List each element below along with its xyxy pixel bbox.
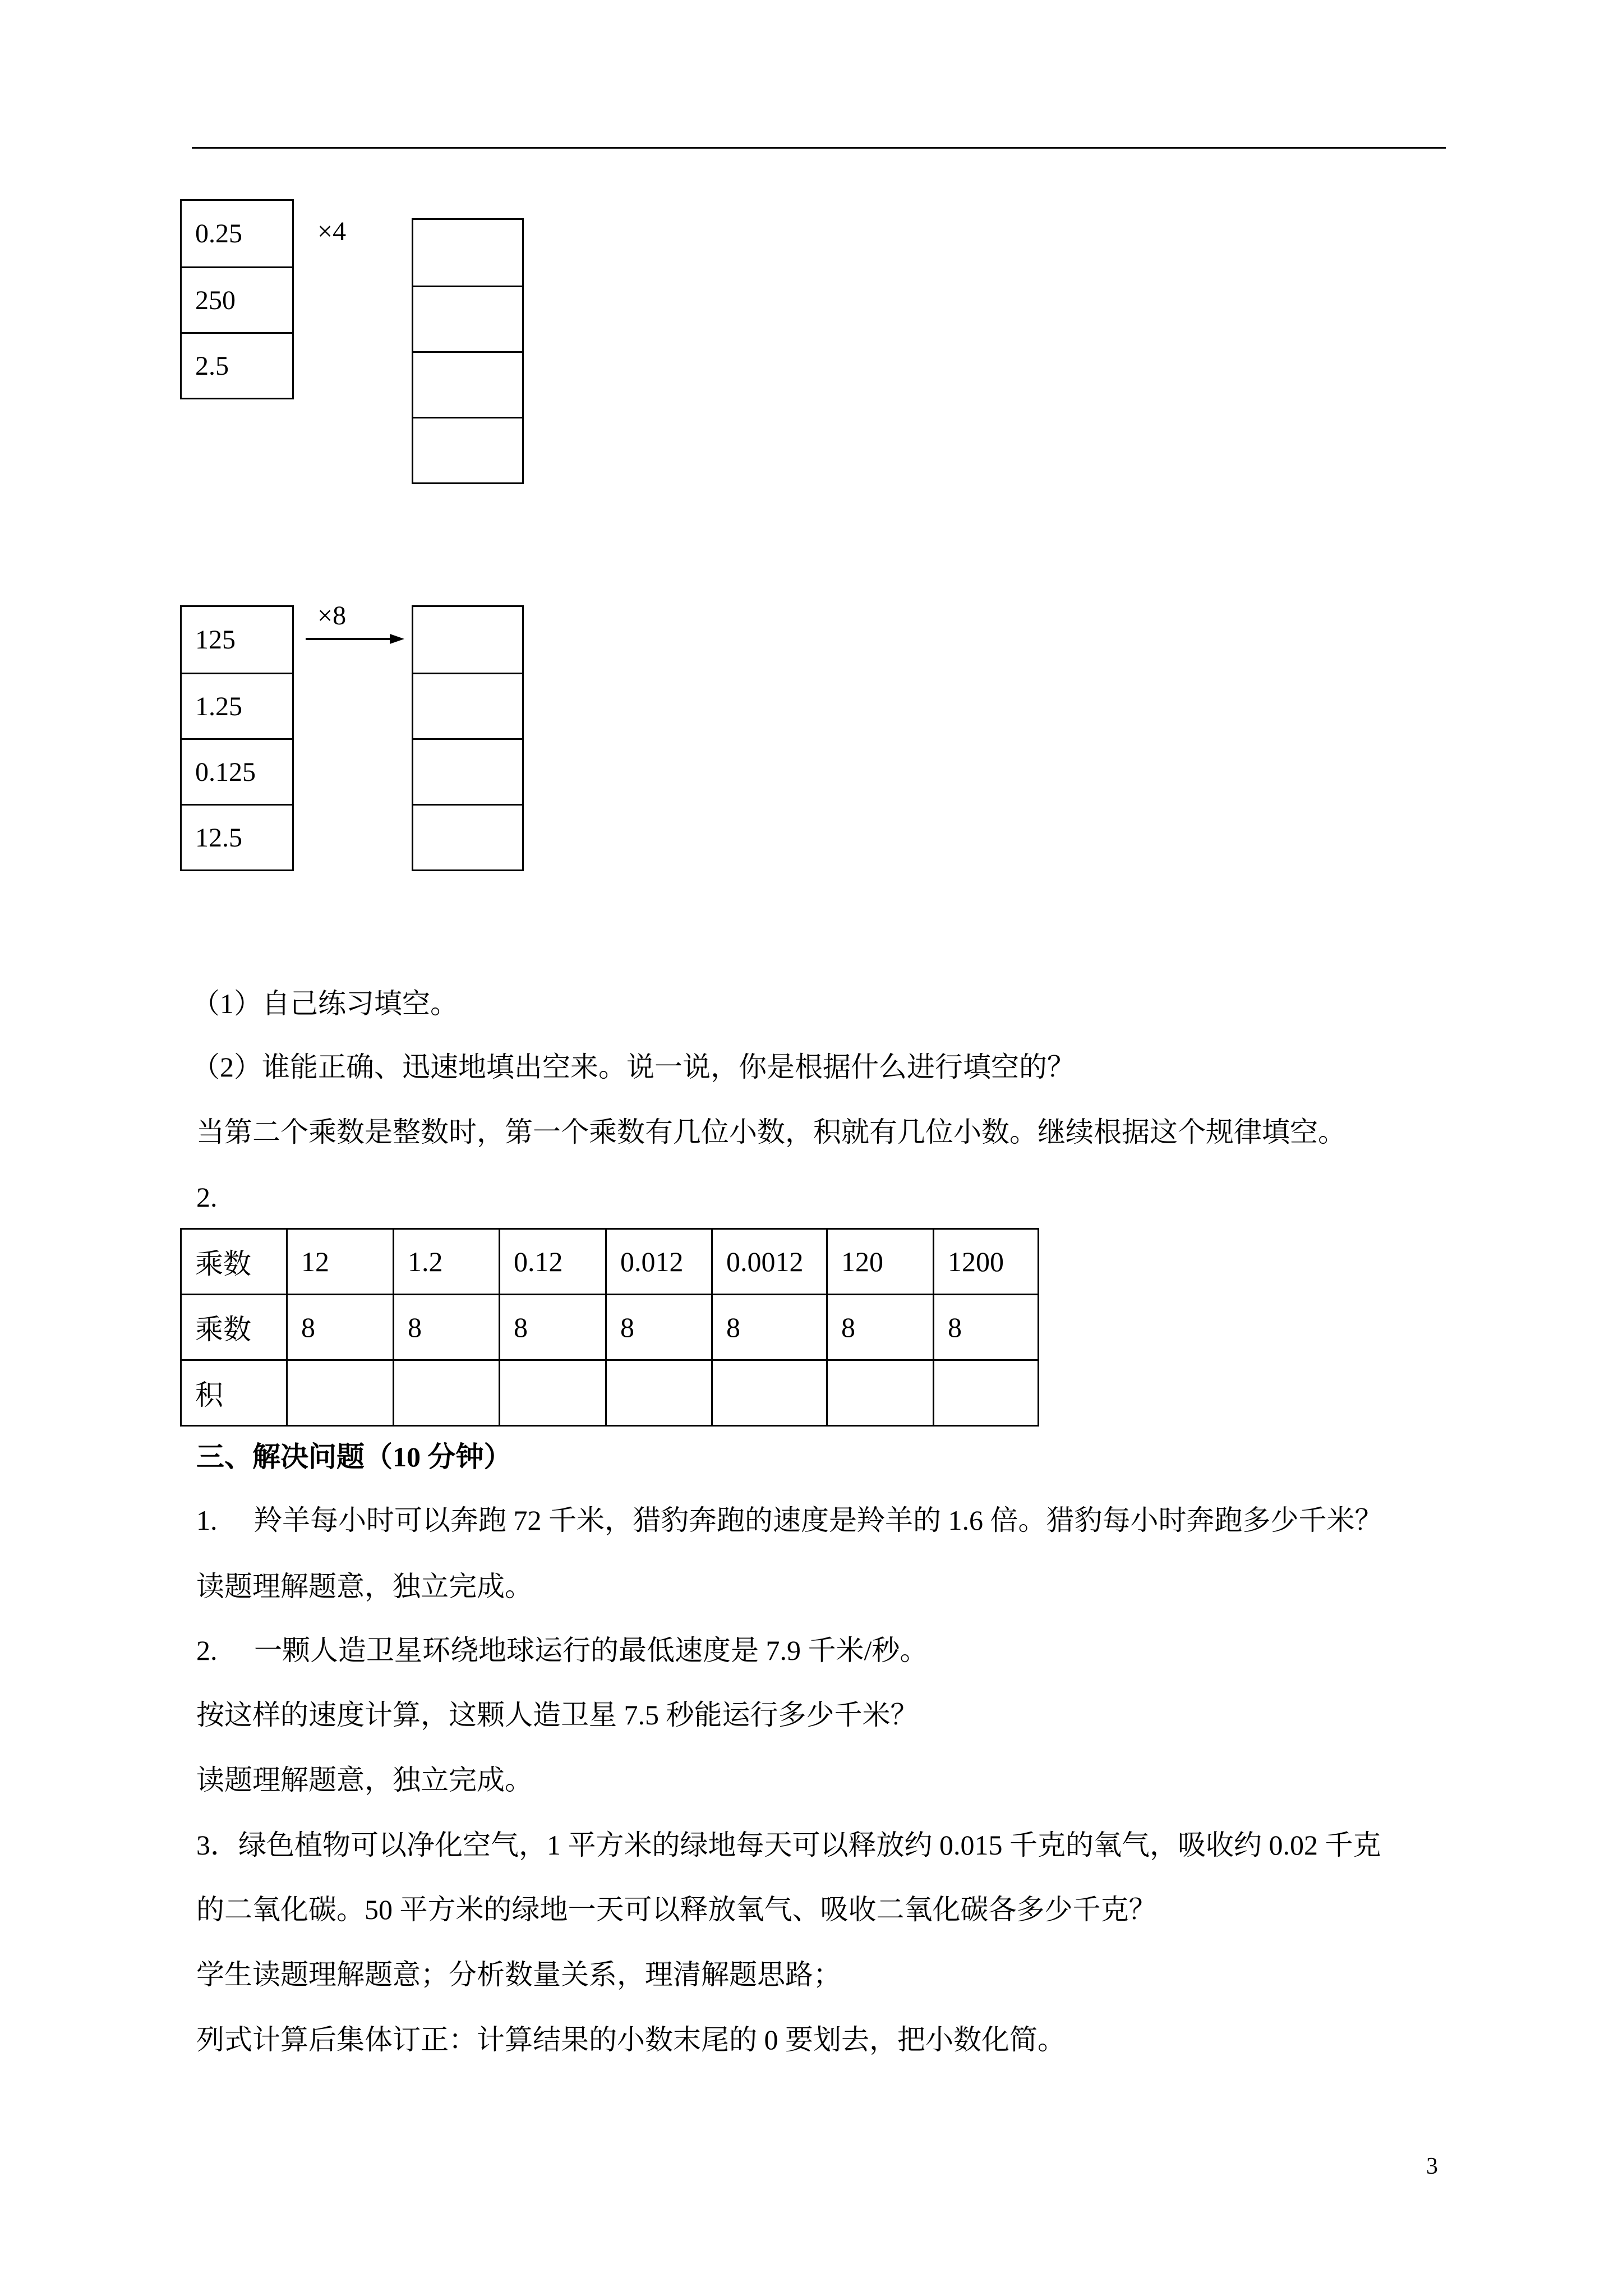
product-column-b xyxy=(412,605,524,871)
multiplicand-column-a xyxy=(180,199,294,399)
product-box xyxy=(413,417,522,482)
arrow-right-icon xyxy=(306,631,407,647)
problem-line xyxy=(196,1634,928,1667)
table-cell xyxy=(606,1360,712,1426)
table-cell: 8 xyxy=(287,1295,394,1360)
problem-line xyxy=(196,1828,1381,1862)
table-row xyxy=(181,1229,1039,1295)
product-box xyxy=(413,220,522,286)
multiplicand-cell: 250 xyxy=(182,266,292,332)
problem-text: 按这样的速度计算，这颗人造卫星 7.5 秒能运行多少千米？ xyxy=(196,1699,919,1731)
table-cell: 0.0012 xyxy=(712,1229,827,1295)
multiplicand-cell: 0.25 xyxy=(195,219,242,249)
multiplicand-cell: 2.5 xyxy=(182,332,292,398)
problem-number: 1. xyxy=(196,1504,218,1536)
product-box xyxy=(413,351,522,417)
product-box xyxy=(413,286,522,351)
question-label: 2. xyxy=(196,1181,218,1213)
problem-number: 2. xyxy=(196,1635,218,1666)
problem-number: 3． xyxy=(196,1829,238,1861)
problem-text: 的二氧化碳。50 平方米的绿地一天可以释放氧气、吸收二氧化碳各多少千克？ xyxy=(196,1894,1157,1925)
operator-label-b: ×8 xyxy=(317,601,347,631)
table-cell: 8 xyxy=(606,1295,712,1360)
multiplicand-cell: 12.5 xyxy=(182,804,292,869)
instruction-line: （2）谁能正确、迅速地填出空来。说一说，你是根据什么进行填空的？ xyxy=(192,1051,1075,1083)
multiplicand-column-b xyxy=(180,605,294,871)
product-box xyxy=(413,738,522,804)
table-row xyxy=(181,1295,1039,1360)
table-cell: 8 xyxy=(712,1295,827,1360)
row-label: 乘数 xyxy=(181,1229,287,1295)
table-cell: 8 xyxy=(827,1295,934,1360)
problem-text: 一颗人造卫星环绕地球运行的最低速度是 7.9 千米/秒。 xyxy=(254,1635,928,1666)
page-number: 3 xyxy=(1426,2154,1438,2179)
table-row xyxy=(181,1360,1039,1426)
multiplicand-cell: 125 xyxy=(195,625,236,655)
table-cell: 120 xyxy=(827,1229,934,1295)
product-box xyxy=(413,607,522,673)
table-cell: 1200 xyxy=(934,1229,1039,1295)
problem-text: 羚羊每小时可以奔跑 72 千米，猎豹奔跑的速度是羚羊的 1.6 倍。猎豹每小时奔跑多少千米？ xyxy=(254,1504,1383,1536)
multiplication-table xyxy=(180,1228,1039,1427)
operator-label-a: ×4 xyxy=(317,217,347,246)
multiplicand-cell: 1.25 xyxy=(182,673,292,738)
table-cell: 8 xyxy=(394,1295,500,1360)
problem-note: 读题理解题意，独立完成。 xyxy=(196,1571,533,1602)
product-box xyxy=(413,804,522,869)
arrow-head xyxy=(390,634,404,644)
instruction-line: （1）自己练习填空。 xyxy=(192,988,458,1019)
section-title: 三、解决问题（10 分钟） xyxy=(196,1441,512,1473)
product-column-a xyxy=(412,218,524,484)
table-cell xyxy=(712,1360,827,1426)
problem-line xyxy=(196,1503,1383,1537)
multiplicand-cell: 0.125 xyxy=(182,738,292,804)
problem-note: 读题理解题意，独立完成。 xyxy=(196,1764,533,1796)
table-cell xyxy=(827,1360,934,1426)
table-cell xyxy=(394,1360,500,1426)
row-label: 积 xyxy=(181,1360,287,1426)
problem-note: 列式计算后集体订正：计算结果的小数末尾的 0 要划去，把小数化简。 xyxy=(196,2024,1066,2055)
table-cell: 0.12 xyxy=(500,1229,606,1295)
product-box xyxy=(413,673,522,738)
header-rule xyxy=(192,147,1446,149)
instruction-line: 当第二个乘数是整数时，第一个乘数有几位小数，积就有几位小数。继续根据这个规律填空。 xyxy=(196,1116,1346,1148)
table-cell: 8 xyxy=(500,1295,606,1360)
table-cell: 1.2 xyxy=(394,1229,500,1295)
problem-text: 绿色植物可以净化空气，1 平方米的绿地每天可以释放约 0.015 千克的氧气，吸收约 0.02 千克 xyxy=(238,1829,1381,1861)
problem-note: 学生读题理解题意；分析数量关系，理清解题思路； xyxy=(196,1959,841,1990)
table-cell: 0.012 xyxy=(606,1229,712,1295)
table-cell xyxy=(934,1360,1039,1426)
row-label: 乘数 xyxy=(181,1295,287,1360)
table-cell: 12 xyxy=(287,1229,394,1295)
table-cell: 8 xyxy=(934,1295,1039,1360)
table-cell xyxy=(287,1360,394,1426)
table-cell xyxy=(500,1360,606,1426)
